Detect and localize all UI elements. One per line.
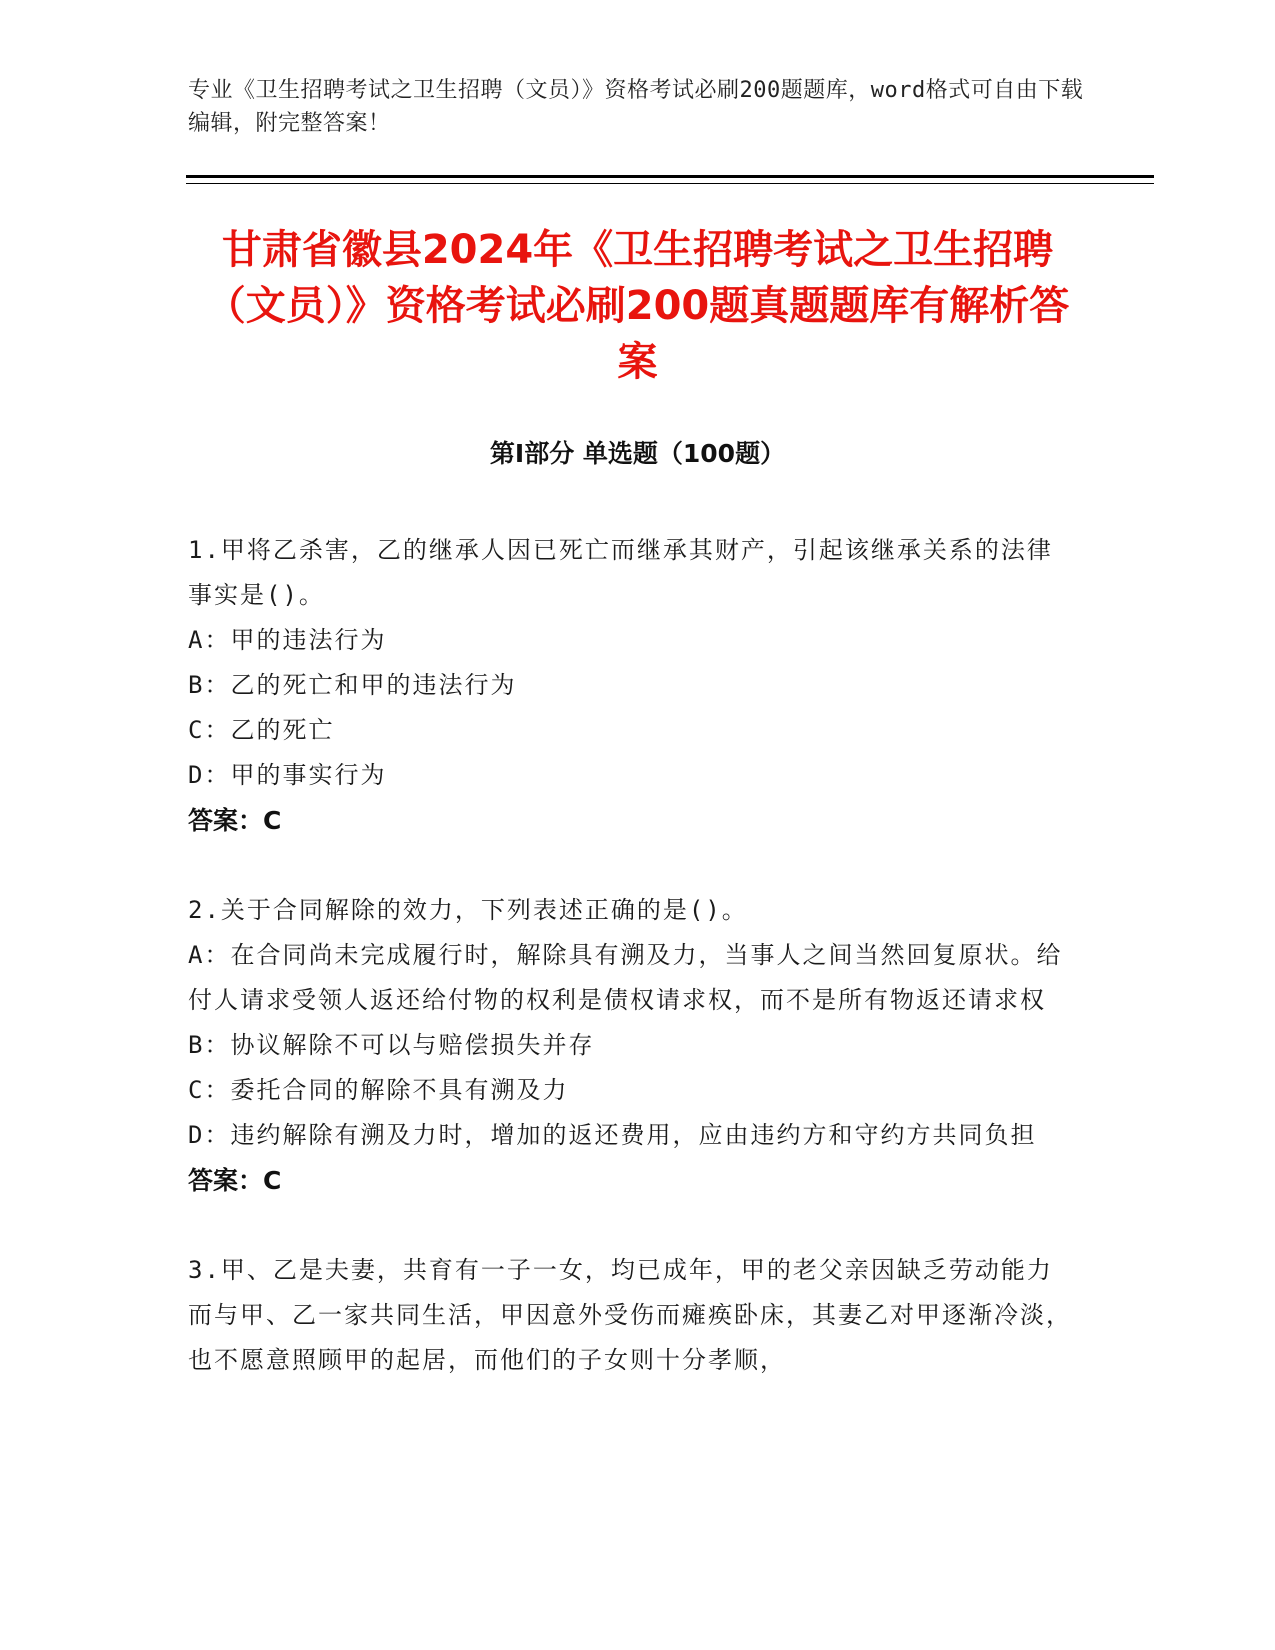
option-a: A：甲的违法行为 [188,626,387,654]
option-c: C：委托合同的解除不具有溯及力 [188,1076,569,1104]
option-b: B：乙的死亡和甲的违法行为 [188,671,517,699]
question-stem: 3.甲、乙是夫妻，共育有一子一女，均已成年，甲的老父亲因缺乏劳动能力而与甲、乙一家共同生活，甲因意外受伤而瘫痪卧床，其妻乙对甲逐渐冷淡，也不愿意照顾甲的起居，而他们的子女则十分孝顺， [188,1256,1072,1374]
option-b: B：协议解除不可以与赔偿损失并存 [188,1031,595,1059]
question-stem: 1.甲将乙杀害，乙的继承人因已死亡而继承其财产，引起该继承关系的法律事实是()。 [188,536,1053,609]
question-3 [188,1248,1078,1383]
header-rule-thin [186,183,1154,184]
question-stem: 2.关于合同解除的效力，下列表述正确的是()。 [188,896,748,924]
option-c: C：乙的死亡 [188,716,335,744]
section-heading: 第Ⅰ部分 单选题（100题） [489,439,786,468]
answer: 答案：C [188,806,282,835]
question-list [188,528,1078,1427]
question-1 [188,528,1078,844]
option-d: D：违约解除有溯及力时，增加的返还费用，应由违约方和守约方共同负担 [188,1121,1037,1149]
question-2 [188,888,1078,1204]
answer: 答案：C [188,1166,282,1195]
option-d: D：甲的事实行为 [188,761,387,789]
header-rule-thick [186,175,1154,178]
option-a: A：在合同尚未完成履行时，解除具有溯及力，当事人之间当然回复原状。给付人请求受领人返还给付物的权利是债权请求权，而不是所有物返还请求权 [188,941,1063,1014]
header-note: 专业《卫生招聘考试之卫生招聘（文员）》资格考试必刷200题题库，word格式可自由下载编辑，附完整答案！ [188,78,1084,136]
document-title: 甘肃省徽县2024年《卫生招聘考试之卫生招聘（文员）》资格考试必刷200题真题题库有解析答案 [205,227,1070,385]
